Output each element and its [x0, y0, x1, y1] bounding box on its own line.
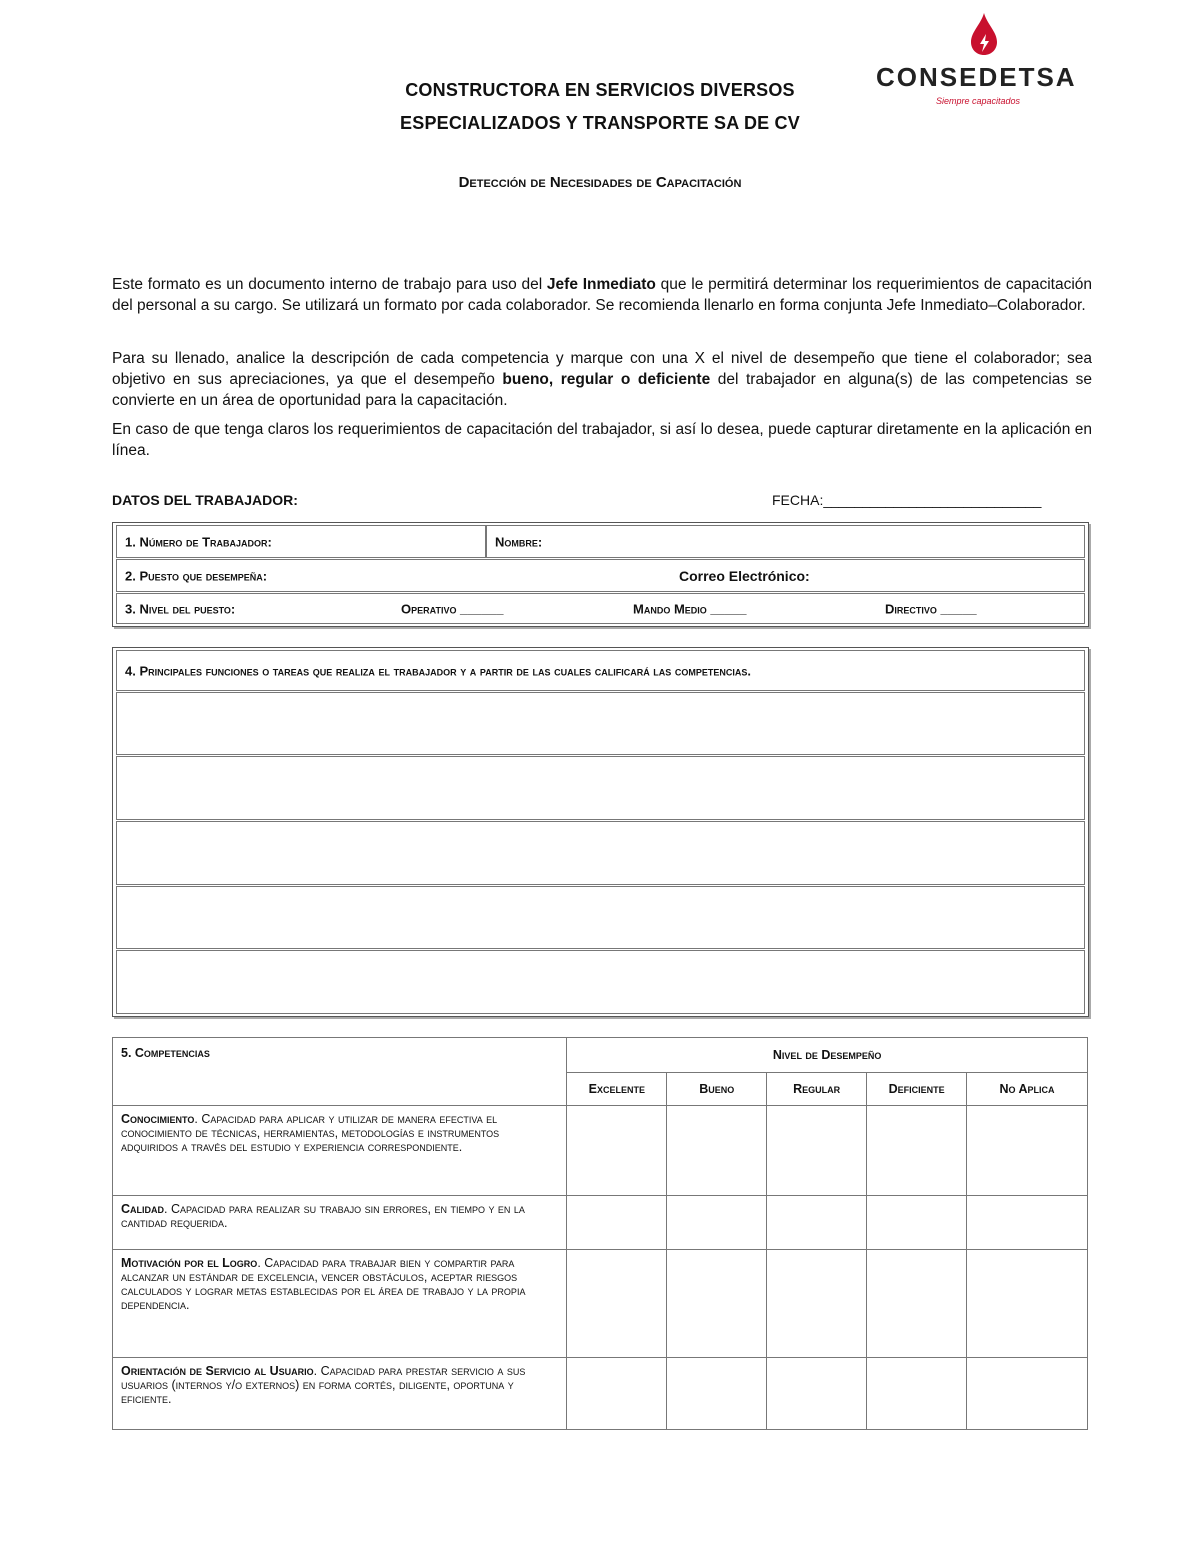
position-row [116, 559, 1085, 592]
worker-number-field[interactable]: 1. Número de Trabajador: [116, 525, 486, 558]
rating-cell[interactable] [667, 1196, 767, 1250]
rating-cell[interactable] [967, 1196, 1088, 1250]
option-directivo[interactable]: Directivo _____ [885, 601, 977, 616]
competencies-label: 5. Competencias [113, 1038, 567, 1106]
rating-cell[interactable] [967, 1250, 1088, 1358]
functions-label: 4. Principales funciones o tareas que realiza el trabajador y a partir de las cuales calificará las competencias. [116, 650, 1085, 691]
function-line[interactable] [116, 756, 1085, 820]
rating-cell[interactable] [667, 1106, 767, 1196]
level-label: 3. Nivel del puesto: [125, 601, 236, 616]
logo-tagline: Siempre capacitados [936, 96, 1021, 106]
company-name-line1: CONSTRUCTORA EN SERVICIOS DIVERSOS [405, 80, 795, 100]
function-line[interactable] [116, 692, 1085, 755]
rating-cell[interactable] [967, 1106, 1088, 1196]
function-line[interactable] [116, 821, 1085, 885]
worker-data-box [112, 522, 1089, 627]
logo-name: CONSEDETSA [876, 62, 1077, 92]
rating-cell[interactable] [567, 1196, 667, 1250]
competencies-table [112, 1037, 1088, 1430]
rating-cell[interactable] [867, 1358, 967, 1430]
competency-motivacion: Motivación por el Logro. Capacidad para trabajar bien y compartir para alcanzar un estándar de excelencia, vencer obstáculos, aceptar riesgos calculados y lograr metas establecidas por el área de trabajo y la propia dependencia. [113, 1250, 567, 1358]
intro-paragraph-2: Para su llenado, analice la descripción de cada competencia y marque con una X el nivel de desempeño que tiene el colaborador; sea objetivo en sus apreciaciones, ya que el desempeño bueno, regular o deficiente del trabajador en alguna(s) de las competencias se convierte en un área de oportunidad para la capacitación. [112, 350, 1092, 409]
level-no-aplica: No Aplica [967, 1073, 1088, 1106]
intro-paragraph-1: Este formato es un documento interno de trabajo para uso del Jefe Inmediato que le permitirá determinar los requerimientos de capacitación del personal a su cargo. Se utilizará un formato por cada colaborador. Se recomienda llenarlo en forma conjunta Jefe Inmediato–Colaborador. [112, 276, 1093, 314]
rating-cell[interactable] [867, 1196, 967, 1250]
date-field[interactable]: FECHA:____________________________ [772, 492, 1042, 508]
rating-cell[interactable] [567, 1250, 667, 1358]
function-line[interactable] [116, 886, 1085, 949]
worker-section-label: DATOS DEL TRABAJADOR: [112, 492, 298, 508]
level-excelente: Excelente [567, 1073, 667, 1106]
functions-box [112, 647, 1089, 1017]
rating-cell[interactable] [867, 1106, 967, 1196]
competency-orientacion: Orientación de Servicio al Usuario. Capacidad para prestar servicio a sus usuarios (internos y/o externos) en forma cortés, diligente, oportuna y eficiente. [113, 1358, 567, 1430]
rating-cell[interactable] [667, 1250, 767, 1358]
function-line[interactable] [116, 950, 1085, 1014]
rating-cell[interactable] [767, 1196, 867, 1250]
level-row [116, 593, 1085, 624]
rating-cell[interactable] [667, 1358, 767, 1430]
rating-cell[interactable] [767, 1250, 867, 1358]
rating-cell[interactable] [867, 1250, 967, 1358]
rating-cell[interactable] [567, 1106, 667, 1196]
level-deficiente: Deficiente [867, 1073, 967, 1106]
company-name-line2: ESPECIALIZADOS Y TRANSPORTE SA DE CV [400, 113, 800, 133]
option-mando-medio[interactable]: Mando Medio _____ [633, 601, 747, 616]
level-header: Nivel de Desempeño [567, 1038, 1088, 1073]
intro-paragraph-3: En caso de que tenga claros los requerimientos de capacitación del trabajador, si así lo desea, puede capturar diretamente en la aplicación en línea. [112, 421, 1092, 459]
company-logo [870, 10, 1095, 110]
email-field[interactable]: Correo Electrónico: [679, 567, 810, 584]
level-bueno: Bueno [667, 1073, 767, 1106]
rating-cell[interactable] [767, 1358, 867, 1430]
level-regular: Regular [767, 1073, 867, 1106]
flame-icon [969, 12, 999, 56]
competency-calidad: Calidad. Capacidad para realizar su trabajo sin errores, en tiempo y en la cantidad requerida. [113, 1196, 567, 1250]
option-operativo[interactable]: Operativo ______ [401, 601, 504, 616]
rating-cell[interactable] [567, 1358, 667, 1430]
worker-name-field[interactable]: Nombre: [486, 525, 1085, 558]
rating-cell[interactable] [967, 1358, 1088, 1430]
rating-cell[interactable] [767, 1106, 867, 1196]
position-field[interactable]: 2. Puesto que desempeña: [125, 568, 268, 583]
competency-conocimiento: Conocimiento. Capacidad para aplicar y utilizar de manera efectiva el conocimiento de técnicas, herramientas, metodologías e instrumentos adquiridos a través del estudio y experiencia correspondiente. [113, 1106, 567, 1196]
form-title: Detección de Necesidades de Capacitación [458, 174, 742, 191]
